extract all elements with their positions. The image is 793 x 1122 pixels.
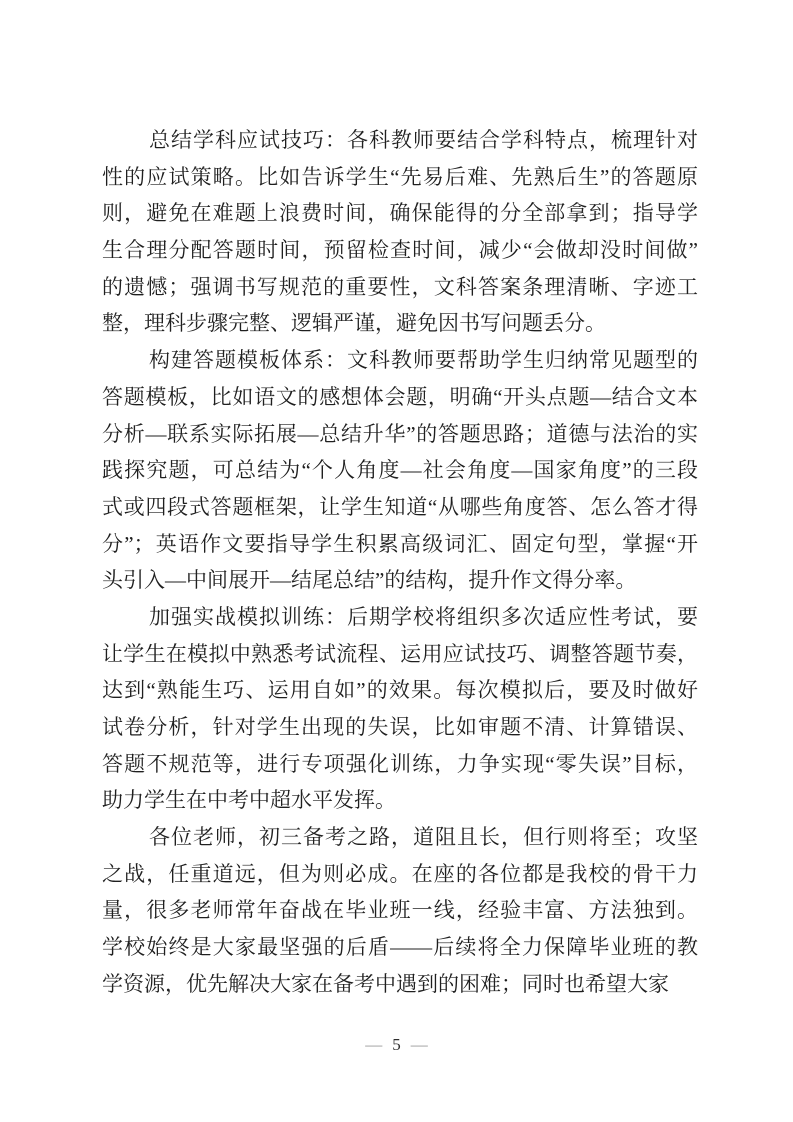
document-body — [102, 122, 698, 1003]
text-line: 试卷分析，针对学生出现的失误，比如审题不清、计算错误、 — [102, 715, 698, 739]
text-line: 答题不规范等，进行专项强化训练，力争实现“零失误”目标， — [102, 751, 698, 776]
footer-dash-left: — — [365, 1035, 383, 1054]
text-line: 分”；英语作文要指导学生积累高级词汇、固定句型，掌握“开 — [102, 531, 698, 556]
text-line: 整，理科步骤完整、逻辑严谨，避免因书写问题丢分。 — [102, 311, 606, 336]
text-line: 式或四段式答题框架，让学生知道“从哪些角度答、怎么答才得 — [102, 494, 698, 519]
text-line: 践探究题，可总结为“个人角度—社会角度—国家角度”的三段 — [102, 458, 698, 483]
text-line: 生合理分配答题时间，预留检查时间，减少“会做却没时间做” — [102, 238, 698, 263]
text-line: 总结学科应试技巧：各科教师要结合学科特点，梳理针对 — [149, 128, 698, 152]
text-line: 头引入—中间展开—结尾总结”的结构，提升作文得分率。 — [102, 568, 637, 593]
footer-dash-right: — — [410, 1035, 428, 1054]
text-line: 让学生在模拟中熟悉考试流程、运用应试技巧、调整答题节奏， — [102, 641, 698, 666]
text-line: 学校始终是大家最坚强的后盾——后续将全力保障毕业班的教 — [102, 935, 698, 960]
text-line: 构建答题模板体系：文科教师要帮助学生归纳常见题型的 — [149, 348, 698, 373]
text-line: 之战，任重道远，但为则必成。在座的各位都是我校的骨干力 — [102, 861, 698, 886]
text-line: 则，避免在难题上浪费时间，确保能得的分全部拿到；指导学 — [102, 201, 698, 226]
text-line: 学资源，优先解决大家在备考中遇到的困难；同时也希望大家 — [102, 971, 669, 996]
text-line: 达到“熟能生巧、运用自如”的效果。每次模拟后，要及时做好 — [102, 678, 698, 703]
text-line: 各位老师，初三备考之路，道阻且长，但行则将至；攻坚 — [149, 825, 698, 850]
text-line: 答题模板，比如语文的感想体会题，明确“开头点题—结合文本 — [102, 384, 698, 409]
text-line: 加强实战模拟训练：后期学校将组织多次适应性考试，要 — [149, 604, 698, 629]
text-line: 的遗憾；强调书写规范的重要性，文科答案条理清晰、字迹工 — [102, 274, 698, 299]
page-number: 5 — [392, 1035, 401, 1054]
text-line: 助力学生在中考中超水平发挥。 — [102, 788, 396, 813]
page-footer — [0, 1033, 793, 1057]
text-line: 分析—联系实际拓展—总结升华”的答题思路；道德与法治的实 — [102, 421, 698, 446]
text-line: 量，很多老师常年奋战在毕业班一线，经验丰富、方法独到。 — [102, 898, 698, 923]
text-line: 性的应试策略。比如告诉学生“先易后难、先熟后生”的答题原 — [102, 164, 698, 189]
